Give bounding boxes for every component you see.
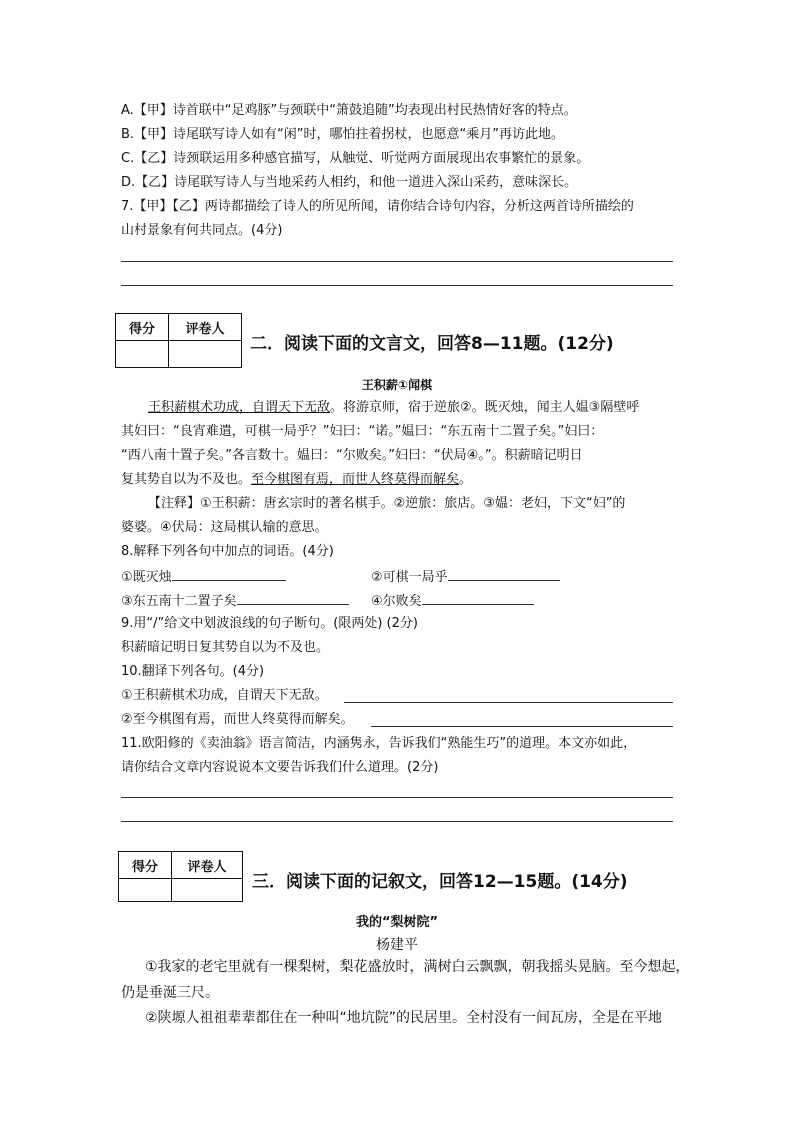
- q8-item-text: ②可棋一局乎: [371, 570, 448, 585]
- passage-text: 。: [459, 472, 473, 487]
- score-box: [118, 851, 243, 902]
- q8-item-2: [371, 568, 560, 586]
- article-paragraph-1-line2: 仍是垂涎三尺。: [121, 985, 219, 1001]
- question-11-line1: 11.欧阳修的《卖油翁》语言简洁，内涵隽永，告诉我们“熟能生巧”的道理。本文亦如此，: [121, 736, 637, 751]
- q8-item-3: [121, 592, 349, 610]
- answer-line[interactable]: [121, 285, 673, 286]
- article-paragraph-1-line1: ①我家的老宅里就有一棵梨树，梨花盛放时，满树白云飘飘，朝我摇头晃脑。至今想起，: [145, 959, 690, 975]
- question-7-line1: 7.【甲】【乙】两诗都描绘了诗人的所见所闻，请你结合诗句内容，分析这两首诗所描绘的: [121, 199, 634, 214]
- answer-line[interactable]: [121, 821, 673, 822]
- answer-line[interactable]: [121, 261, 673, 262]
- score-box: [115, 313, 242, 368]
- q8-item-4: [371, 592, 534, 610]
- grader-label: 评卷人: [172, 852, 243, 879]
- answer-line[interactable]: [371, 726, 673, 727]
- option-b: B.【甲】诗尾联写诗人如有“闲”时，哪怕拄着拐杖，也愿意“乘月”再访此地。: [121, 127, 564, 142]
- question-7-line2: 山村景象有何共同点。(4分): [121, 223, 283, 238]
- article-paragraph-2: ②陕塬人祖祖辈辈都住在一种叫“地坑院”的民居里。全村没有一间瓦房，全是在平地: [145, 1010, 663, 1026]
- article-author: 杨建平: [376, 937, 418, 953]
- answer-blank[interactable]: [422, 592, 534, 605]
- passage-line-4: [121, 472, 472, 488]
- option-d: D.【乙】诗尾联写诗人与当地采药人相约，和他一道进入深山采药，意味深长。: [121, 175, 578, 190]
- q8-item-text: ③东五南十二置子矣: [121, 594, 237, 609]
- question-9-sentence: 积薪暗记明日复其势自以为不及也。: [121, 640, 330, 655]
- grader-cell[interactable]: [172, 879, 243, 902]
- passage-line-3: “西八南十置子矣。”各言数十。媪曰：“尔败矣。”妇曰：“伏局④。”。积薪暗记明日: [121, 448, 583, 463]
- question-11-line2: 请你结合文章内容说说本文要告诉我们什么道理。(2分): [121, 760, 439, 775]
- q10-item-2: ②至今棋图有焉，而世人终莫得而解矣。: [121, 712, 354, 727]
- section-3-heading: 三．阅读下面的记叙文，回答12—15题。(14分): [252, 872, 628, 892]
- question-10: 10.翻译下列各句。(4分): [121, 664, 265, 679]
- score-label: 得分: [116, 314, 169, 341]
- q8-item-1: [121, 568, 286, 586]
- passage-line-2: 其妇曰：“良宵难遣，可棋一局乎？”妇曰：“诺。”媪曰：“东五南十二置子矣。”妇曰：: [121, 424, 604, 439]
- question-9: 9.用“/”给文中划波浪线的句子断句。(限两处) (2分): [121, 616, 418, 631]
- option-c: C.【乙】诗颈联运用多种感官描写，从触觉、听觉两方面展现出农事繁忙的景象。: [121, 151, 590, 166]
- section-2-heading: 二．阅读下面的文言文，回答8—11题。(12分): [250, 334, 614, 354]
- option-a: A.【甲】诗首联中“足鸡豚”与颈联中“箫鼓追随”均表现出村民热情好客的特点。: [121, 103, 577, 118]
- q8-item-text: ①既灭烛: [121, 570, 172, 585]
- passage-line-1: [148, 400, 639, 416]
- answer-blank[interactable]: [172, 568, 286, 581]
- question-8: 8.解释下列各句中加点的词语。(4分): [121, 544, 334, 559]
- article-title: 我的“梨树院”: [355, 915, 439, 930]
- q8-item-text: ④尔败矣: [371, 594, 422, 609]
- answer-blank[interactable]: [448, 568, 560, 581]
- q10-item-1: ①王积薪棋术功成，自谓天下无敌。: [121, 688, 328, 703]
- passage-text: 。将游京师，宿于逆旅②。既灭烛，闻主人媪③隔壁呼: [330, 400, 640, 415]
- score-cell[interactable]: [119, 879, 172, 902]
- passage-title: 王积薪①闻棋: [361, 378, 433, 392]
- grader-label: 评卷人: [169, 314, 242, 341]
- passage-text: 复其势自以为不及也。: [121, 472, 252, 487]
- answer-line[interactable]: [344, 702, 673, 703]
- answer-blank[interactable]: [237, 592, 349, 605]
- grader-cell[interactable]: [169, 341, 242, 368]
- annotation-line-2: 婆婆。④伏局：这局棋认输的意思。: [121, 520, 328, 535]
- score-cell[interactable]: [116, 341, 169, 368]
- underlined-sentence: 至今棋图有焉，而世人终莫得而解矣: [251, 472, 460, 487]
- annotation-line-1: 【注释】①王积薪：唐玄宗时的著名棋手。②逆旅：旅店。③媪：老妇，下文“妇”的: [148, 496, 626, 511]
- score-label: 得分: [119, 852, 172, 879]
- underlined-sentence: 王积薪棋术功成，自谓天下无敌: [148, 400, 331, 415]
- answer-line[interactable]: [121, 797, 673, 798]
